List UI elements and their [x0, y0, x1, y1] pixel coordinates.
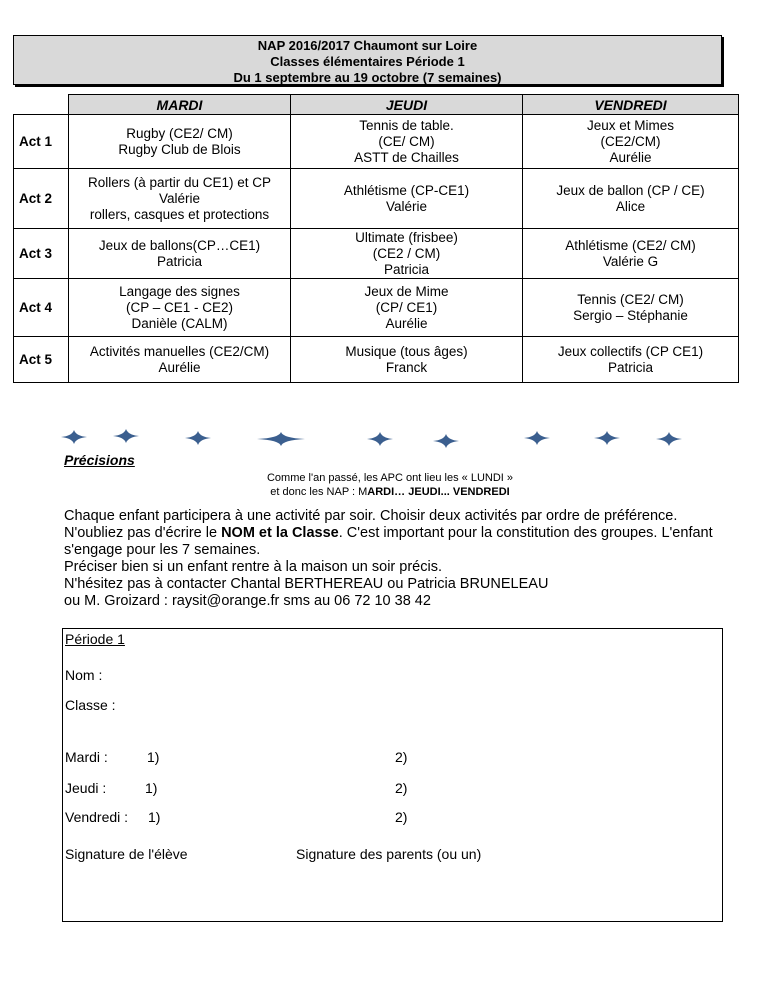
- cell-text: Musique (tous âges): [345, 343, 468, 359]
- cell-text: (CP/ CE1): [375, 299, 438, 315]
- cell-text: Ultimate (frisbee): [355, 229, 458, 245]
- form-nom-label[interactable]: Nom :: [65, 667, 103, 683]
- day-header-mardi: MARDI: [69, 95, 291, 115]
- apc-note-prefix: et donc les NAP : M: [270, 486, 368, 498]
- activity-label: Act 4: [14, 279, 69, 337]
- cell-text: ASTT de Chailles: [354, 149, 459, 165]
- cell-text: Jeux et Mimes: [586, 117, 675, 133]
- cell-text: (CE/ CM): [378, 133, 435, 149]
- form-vendredi-choice1[interactable]: 1): [148, 809, 161, 825]
- form-mardi-choice1[interactable]: 1): [147, 749, 160, 765]
- cell-text: Valérie G: [602, 253, 659, 269]
- star-icon: [185, 431, 211, 445]
- signature-eleve-label[interactable]: Signature de l'élève: [65, 846, 188, 862]
- cell-mardi: [69, 279, 291, 337]
- instruction-text-b: . C'est important pour la constitution des groupes. L'enfant s'engage pour les 7 semaines.: [64, 525, 713, 558]
- cell-text: Jeux de ballons(CP…CE1): [98, 237, 261, 253]
- form-jeudi-choice2[interactable]: 2): [395, 780, 408, 796]
- signature-parents-label[interactable]: Signature des parents (ou un): [296, 846, 482, 862]
- cell-text: (CE2 / CM): [372, 245, 441, 261]
- cell-text: Jeux collectifs (CP CE1): [557, 343, 704, 359]
- cell-vendredi: [523, 337, 739, 383]
- header-subtitle: Classes élémentaires Période 1: [270, 54, 465, 69]
- cell-text: Activités manuelles (CE2/CM): [89, 343, 270, 359]
- registration-form: [62, 628, 723, 922]
- header-title: NAP 2016/2017 Chaumont sur Loire: [257, 38, 478, 53]
- cell-mardi: [69, 169, 291, 229]
- cell-text: Franck: [385, 359, 428, 375]
- table-corner: [14, 95, 69, 115]
- cell-text: Valérie: [385, 198, 428, 214]
- cell-text: Tennis (CE2/ CM): [577, 291, 684, 307]
- cell-text: Athlétisme (CE2/ CM): [565, 237, 696, 253]
- instruction-line-3: N'hésitez pas à contacter Chantal BERTHEREAU ou Patricia BRUNELEAU: [64, 576, 549, 592]
- cell-jeudi: [291, 337, 523, 383]
- decorative-stars: [0, 425, 768, 453]
- table-row: [14, 229, 739, 279]
- star-icon: [61, 430, 87, 444]
- star-icon: [594, 431, 620, 445]
- cell-text: Valérie: [158, 190, 201, 206]
- apc-note-days: ARDI… JEUDI... VENDREDI: [367, 486, 510, 498]
- form-vendredi-choice2[interactable]: 2): [395, 809, 408, 825]
- star-icon: [113, 429, 139, 443]
- form-vendredi-label: Vendredi :: [65, 809, 129, 825]
- cell-mardi: [69, 115, 291, 169]
- activity-label: Act 2: [14, 169, 69, 229]
- cell-text: (CP – CE1 - CE2): [125, 299, 234, 315]
- cell-text: Aurélie: [385, 315, 428, 331]
- form-classe-label[interactable]: Classe :: [65, 697, 116, 713]
- cell-vendredi: [523, 115, 739, 169]
- cell-vendredi: [523, 279, 739, 337]
- cell-text: Jeux de Mime: [364, 283, 449, 299]
- cell-text: Rugby Club de Blois: [118, 141, 241, 157]
- cell-text: Rollers (à partir du CE1) et CP: [87, 174, 272, 190]
- activity-label: Act 5: [14, 337, 69, 383]
- cell-text: Alice: [615, 198, 646, 214]
- instruction-text-a: Chaque enfant participera à une activité par soir. Choisir deux activités par ordre de préférence. N'oubliez pas d'écrire le: [64, 508, 678, 541]
- star-icon: [656, 432, 682, 446]
- form-mardi-label: Mardi :: [65, 749, 108, 765]
- star-icon: [433, 434, 459, 448]
- page-header: [13, 35, 722, 85]
- cell-text: rollers, casques et protections: [89, 206, 270, 222]
- activity-label: Act 1: [14, 115, 69, 169]
- form-mardi-choice2[interactable]: 2): [395, 749, 408, 765]
- schedule-table: [13, 94, 739, 383]
- cell-vendredi: [523, 169, 739, 229]
- star-icon: [524, 431, 550, 445]
- form-jeudi-label: Jeudi :: [65, 780, 107, 796]
- cell-text: Patricia: [156, 253, 202, 269]
- day-header-vendredi: VENDREDI: [523, 95, 739, 115]
- cell-text: Sergio – Stéphanie: [573, 307, 688, 323]
- instructions: [64, 508, 734, 610]
- cell-jeudi: [291, 115, 523, 169]
- cell-jeudi: [291, 279, 523, 337]
- cell-text: Jeux de ballon (CP / CE): [556, 182, 705, 198]
- form-jeudi-choice1[interactable]: 1): [145, 780, 158, 796]
- apc-note-line2: [200, 486, 580, 498]
- cell-text: Danièle (CALM): [131, 315, 228, 331]
- table-row: [14, 337, 739, 383]
- cell-text: Patricia: [383, 261, 429, 277]
- cell-text: Patricia: [607, 359, 653, 375]
- cell-text: (CE2/CM): [600, 133, 661, 149]
- cell-jeudi: [291, 169, 523, 229]
- cell-jeudi: [291, 229, 523, 279]
- form-period: Période 1: [65, 631, 125, 647]
- star-icon: [257, 432, 305, 446]
- precisions-title: Précisions: [64, 452, 135, 468]
- cell-text: Langage des signes: [119, 283, 240, 299]
- cell-mardi: [69, 337, 291, 383]
- table-row: [14, 169, 739, 229]
- instruction-line-4: ou M. Groizard : raysit@orange.fr sms au 06 72 10 38 42: [64, 593, 431, 609]
- table-row: [14, 279, 739, 337]
- activity-label: Act 3: [14, 229, 69, 279]
- instruction-line-2: Préciser bien si un enfant rentre à la maison un soir précis.: [64, 559, 442, 575]
- cell-text: Aurélie: [158, 359, 201, 375]
- cell-text: Tennis de table.: [359, 117, 454, 133]
- cell-mardi: [69, 229, 291, 279]
- cell-vendredi: [523, 229, 739, 279]
- cell-text: Rugby (CE2/ CM): [126, 125, 233, 141]
- star-icon: [367, 432, 393, 446]
- header-dates: Du 1 septembre au 19 octobre (7 semaines): [233, 70, 502, 85]
- day-header-jeudi: JEUDI: [291, 95, 523, 115]
- instruction-text-bold: NOM et la Classe: [221, 525, 339, 541]
- apc-note-line1: Comme l'an passé, les APC ont lieu les « LUNDI »: [266, 472, 514, 484]
- cell-text: Athlétisme (CP-CE1): [343, 182, 470, 198]
- instruction-paragraph: [64, 508, 734, 559]
- cell-text: Aurélie: [609, 149, 652, 165]
- table-row: [14, 115, 739, 169]
